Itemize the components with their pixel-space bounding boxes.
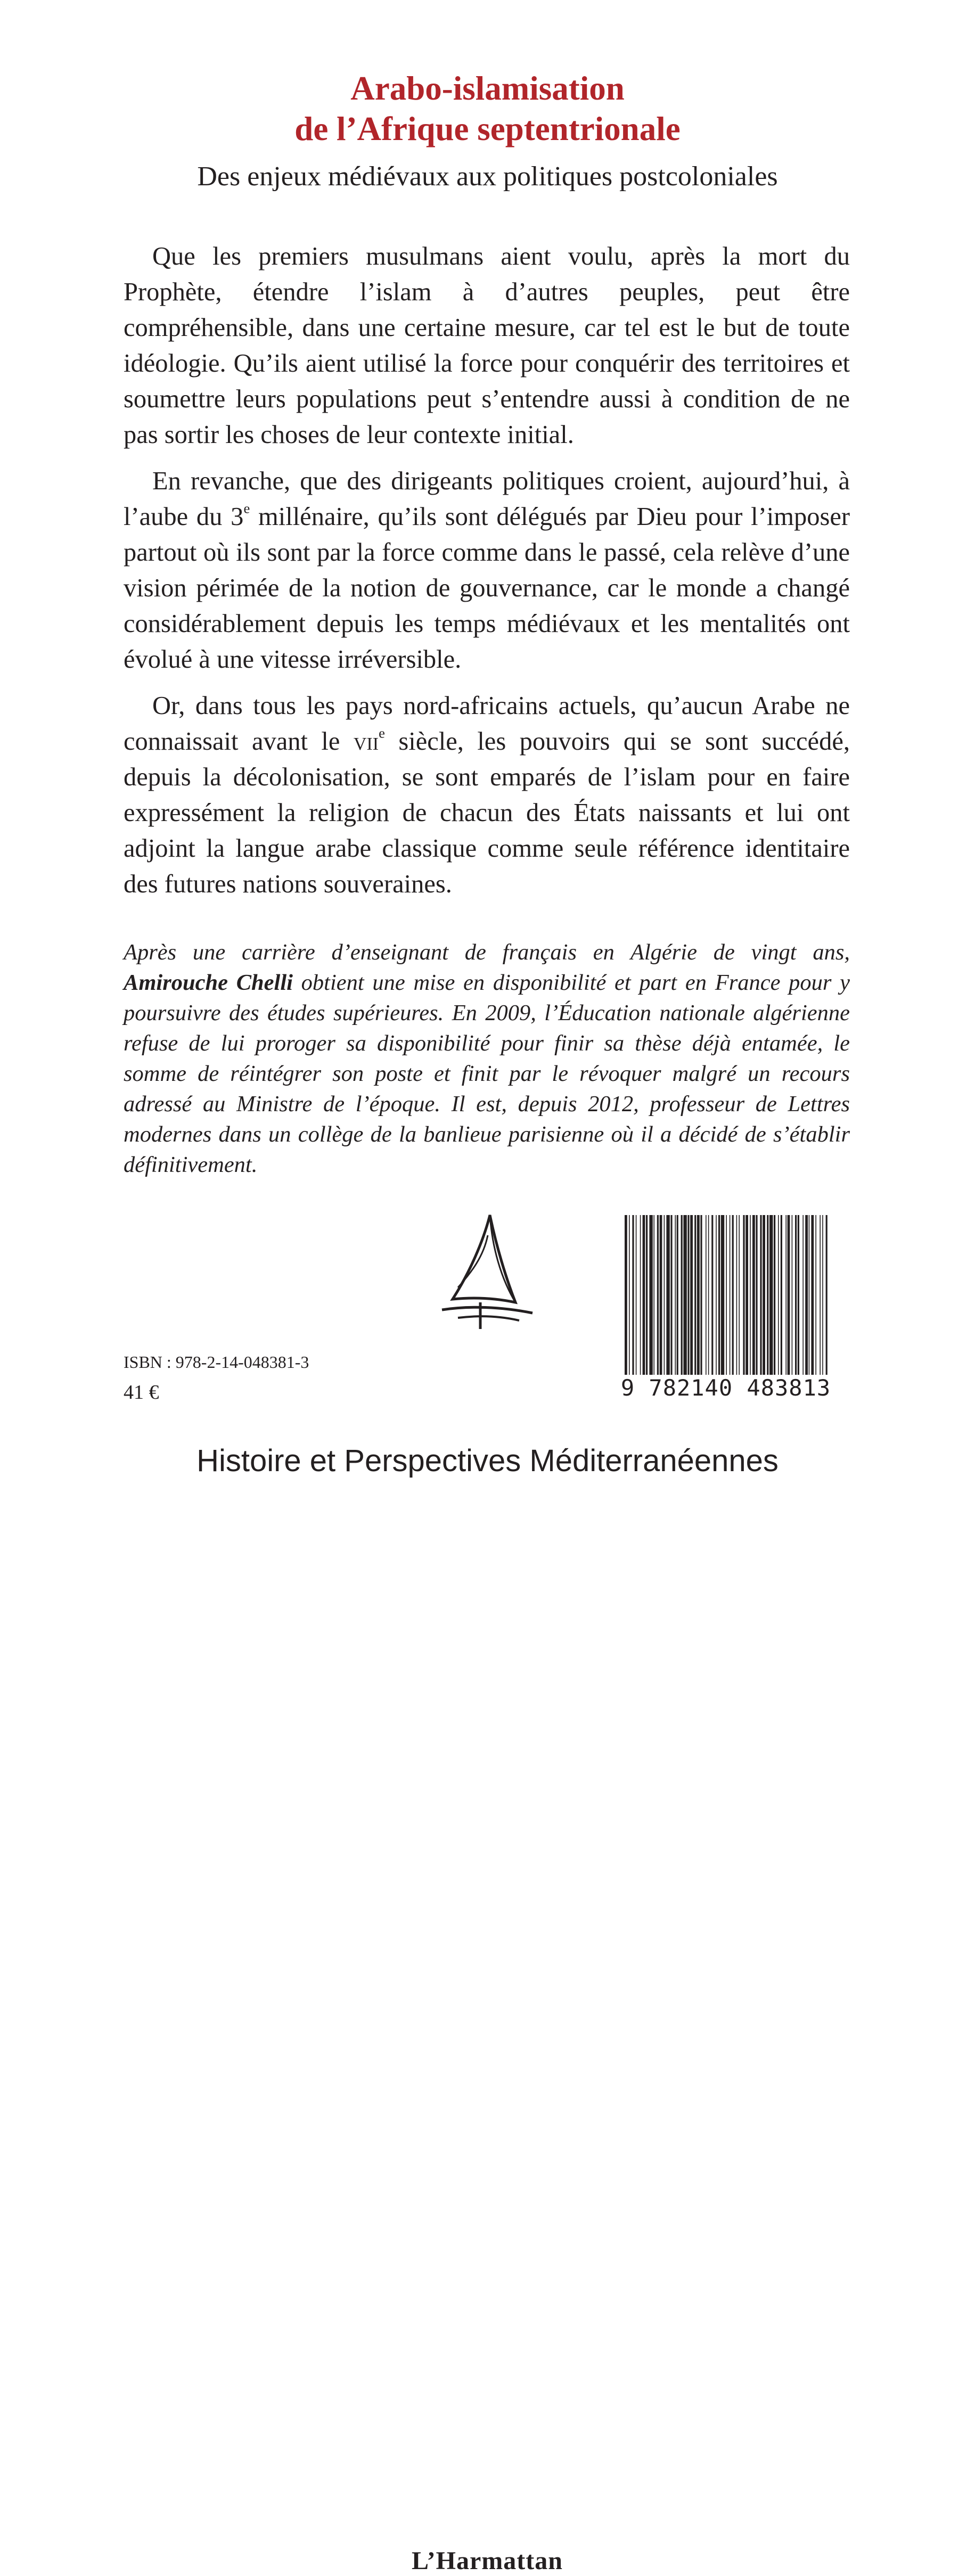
title-line-1: Arabo-islamisation xyxy=(350,70,625,107)
barcode-bar xyxy=(643,1215,645,1377)
barcode-bar xyxy=(629,1215,630,1377)
paragraph-2 xyxy=(124,463,850,677)
barcode-bar xyxy=(792,1215,793,1377)
century-roman-numeral: vii xyxy=(353,727,379,756)
barcode-bar xyxy=(711,1215,713,1377)
barcode-bar xyxy=(708,1215,709,1377)
barcode-bar xyxy=(664,1215,665,1377)
barcode-bar xyxy=(743,1215,744,1377)
barcode-bar xyxy=(815,1215,816,1377)
author-biography xyxy=(124,937,850,1180)
barcode-bar xyxy=(767,1215,768,1377)
barcode-bar xyxy=(774,1215,775,1377)
barcode-bar xyxy=(666,1215,669,1377)
paragraph-1: Que les premiers musulmans aient voulu, après la mort du Prophète, étendre l’islam à d’autres peuples, peut être compréhensible, dans une certaine mesure, car tel est le but de toute idéologie. Qu’ils aient utilisé la force pour conquérir des territoires et soumettre leurs populations peut s’entendre aussi à condition de ne pas sortir les choses de leur contexte initial. xyxy=(124,242,850,449)
barcode-bar xyxy=(785,1215,786,1377)
sailboat-icon xyxy=(421,1209,554,1331)
isbn-number: ISBN : 978-2-14-048381-3 xyxy=(124,1352,309,1372)
barcode-bar xyxy=(736,1215,738,1377)
barcode-bar xyxy=(795,1215,797,1377)
barcode-bar xyxy=(649,1215,652,1377)
barcode-bar xyxy=(778,1215,779,1377)
barcode-bar xyxy=(726,1215,727,1377)
barcode-bar xyxy=(646,1215,648,1377)
barcode-bar xyxy=(802,1215,804,1377)
barcode-bar xyxy=(721,1215,724,1377)
barcode-bar xyxy=(811,1215,814,1377)
barcode-bar xyxy=(822,1215,823,1377)
barcode-bar xyxy=(636,1215,637,1377)
barcode-bar xyxy=(769,1215,773,1377)
barcode xyxy=(620,1215,831,1412)
barcode-digits: 9 782140 483813 xyxy=(620,1375,831,1401)
ordinal-superscript: e xyxy=(243,500,250,516)
author-name: Amirouche Chelli xyxy=(124,970,293,995)
barcode-bar xyxy=(781,1215,782,1377)
barcode-bar xyxy=(745,1215,748,1377)
barcode-bar xyxy=(694,1215,696,1377)
barcode-bar xyxy=(750,1215,751,1377)
barcode-bar xyxy=(732,1215,734,1377)
barcode-bar xyxy=(788,1215,790,1377)
back-cover-text xyxy=(124,239,850,913)
barcode-bar xyxy=(718,1215,720,1377)
barcode-bar xyxy=(763,1215,765,1377)
barcode-bar xyxy=(681,1215,683,1377)
barcode-bar xyxy=(670,1215,672,1377)
barcode-bar xyxy=(632,1215,634,1377)
barcode-bar xyxy=(756,1215,757,1377)
barcode-bar xyxy=(739,1215,740,1377)
publisher-logo xyxy=(399,1209,575,2575)
bio-end: obtient une mise en disponibilité et part en France pour y poursuivre des études supérieures. En 2009, l’Éducation nationale algérienne refuse de lui proroger sa disponibilité pour finir sa thèse déjà entamée, le somme de réintégrer son poste et finit par le révoquer malgré un recours adressé au Ministre de l’époque. Il est, depuis 2012, professeur de Lettres modernes dans un collège de la banlieue parisienne où il a décidé de s’établir définitivement. xyxy=(124,970,850,1177)
barcode-bar xyxy=(697,1215,700,1377)
title-line-2: de l’Afrique septentrionale xyxy=(294,110,681,147)
barcode-bar xyxy=(730,1215,731,1377)
barcode-bar xyxy=(826,1215,827,1377)
paragraph-3-end: siècle, les pouvoirs qui se sont succédé, depuis la décolonisation, se sont emparés de l’islam pour en faire expressément la religion de chacun des États naissants et lui ont adjoint la langue arabe classique comme seule référence identitaire des futures nations souveraines. xyxy=(124,727,850,898)
book-price: 41 € xyxy=(124,1381,159,1404)
collection-name: Histoire et Perspectives Méditerranéennes xyxy=(196,1443,779,1478)
barcode-bar xyxy=(683,1215,686,1377)
barcode-icon xyxy=(620,1215,831,1385)
book-title xyxy=(0,68,975,149)
barcode-bar xyxy=(675,1215,676,1377)
book-subtitle: Des enjeux médiévaux aux politiques postcoloniales xyxy=(197,161,778,192)
barcode-bar xyxy=(706,1215,707,1377)
barcode-bar xyxy=(625,1215,627,1377)
barcode-bar xyxy=(660,1215,662,1377)
bio-start: Après une carrière d’enseignant de français en Algérie de vingt ans, xyxy=(124,940,850,965)
paragraph-3 xyxy=(124,688,850,902)
century-superscript: e xyxy=(379,725,385,741)
barcode-bar xyxy=(640,1215,641,1377)
barcode-bar xyxy=(690,1215,693,1377)
barcode-bar xyxy=(798,1215,799,1377)
barcode-bar xyxy=(760,1215,761,1377)
barcode-bar xyxy=(809,1215,810,1377)
barcode-bar xyxy=(687,1215,689,1377)
barcode-bar xyxy=(657,1215,659,1377)
paragraph-3-start: Or, dans tous les pays nord-africains actuels, qu’aucun Arabe ne connaissait avant le xyxy=(124,692,850,756)
paragraph-2-start: En revanche, que des dirigeants politiques croient, aujourd’hui, à l’aube du 3 xyxy=(124,467,850,531)
barcode-bar xyxy=(653,1215,654,1377)
barcode-bar xyxy=(820,1215,821,1377)
barcode-bar xyxy=(700,1215,702,1377)
barcode-bar xyxy=(677,1215,678,1377)
barcode-bar xyxy=(716,1215,717,1377)
paragraph-2-end: millénaire, qu’ils sont délégués par Dieu pour l’imposer partout où ils sont par la force comme dans le passé, cela relève d’une vision périmée de la notion de gouvernance, car le monde a changé considérablement depuis les temps médiévaux et les mentalités ont évolué à une vitesse irréversible. xyxy=(124,503,850,674)
publisher-name: L’Harmattan xyxy=(412,2547,563,2575)
barcode-bar xyxy=(752,1215,755,1377)
barcode-bar xyxy=(805,1215,808,1377)
